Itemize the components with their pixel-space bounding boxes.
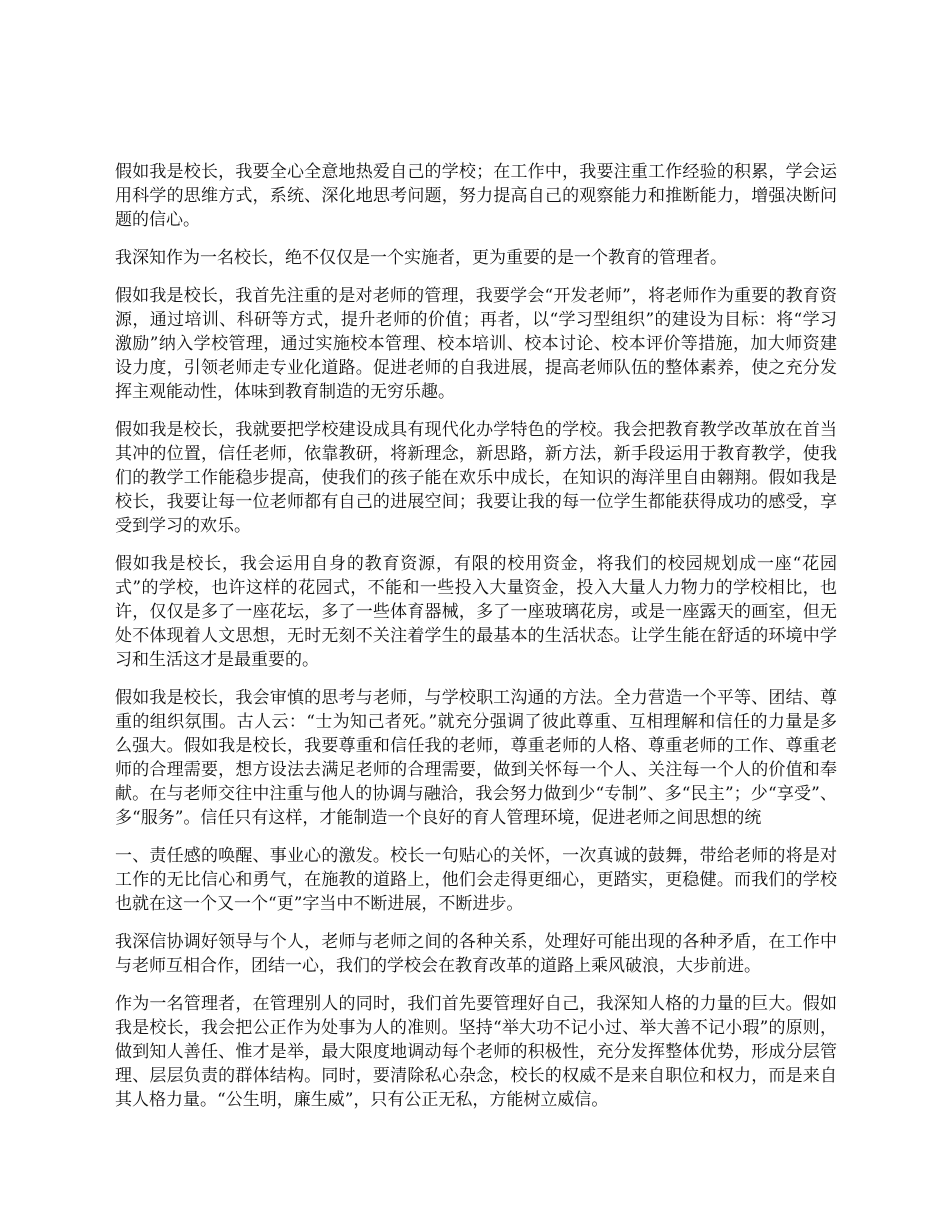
paragraph-6: 假如我是校长，我会审慎的思考与老师，与学校职工沟通的方法。全力营造一个平等、团结、尊重的组织氛围。古人云：“士为知己者死。”就充分强调了彼此尊重、互相理解和信任的力量是多么强大。假如我是校长，我要尊重和信任我的老师，尊重老师的人格、尊重老师的工作、尊重老师的合理需要，想方设法去满足老师的合理需要，做到关怀每一个人、关注每一个人的价值和奉献。在与老师交往中注重与他人的协调与融洽，我会努力做到少“专制”、多“民主”；少“享受”、多“服务”。信任只有这样，才能制造一个良好的育人管理环境，促进老师之间思想的统 <box>115 688 837 828</box>
paragraph-4: 假如我是校长，我就要把学校建设成具有现代化办学特色的学校。我会把教育教学改革放在首当其冲的位置，信任老师，依靠教研，将新理念，新思路，新方法，新手段运用于教育教学，使我们的教学工作能稳步提高，使我们的孩子能在欢乐中成长，在知识的海洋里自由翱翔。假如我是校长，我要让每一位老师都有自己的进展空间；我要让我的每一位学生都能获得成功的感受，享受到学习的欢乐。 <box>115 420 837 536</box>
paragraph-2: 我深知作为一名校长，绝不仅仅是一个实施者，更为重要的是一个教育的管理者。 <box>115 248 727 268</box>
paragraph-3: 假如我是校长，我首先注重的是对老师的管理，我要学会“开发老师”，将老师作为重要的教育资源，通过培训、科研等方式，提升老师的价值；再者，以“学习型组织”的建设为目标：将“学习 激励”纳入学校管理，通过实施校本管理、校本培训、校本讨论、校本评价等措施，加大师资建设力度，引领老师走专业化道路。促进老师的自我进展，提高老师队伍的整体素养，使之充分发挥主观能动性，体味到教育制造的无穷乐趣。 <box>115 286 837 402</box>
document-body <box>115 160 837 1126</box>
paragraph-1: 假如我是校长，我要全心全意地热爱自己的学校；在工作中，我要注重工作经验的积累，学会运用科学的思维方式，系统、深化地思考问题，努力提高自己的观察能力和推断能力，增强决断问题的信心。 <box>115 162 837 230</box>
paragraph-7: 一、责任感的唤醒、事业心的激发。校长一句贴心的关怀，一次真诚的鼓舞，带给老师的将是对工作的无比信心和勇气，在施教的道路上，他们会走得更细心，更踏实，更稳健。而我们的学校也就在这一个又一个“更”字当中不断进展，不断进步。 <box>115 846 837 914</box>
paragraph-8: 我深信协调好领导与个人，老师与老师之间的各种关系，处理好可能出现的各种矛盾，在工作中与老师互相合作，团结一心，我们的学校会在教育改革的道路上乘风破浪，大步前进。 <box>115 932 837 976</box>
paragraph-5: 假如我是校长，我会运用自身的教育资源，有限的校用资金，将我们的校园规划成一座“花园式”的学校，也许这样的花园式，不能和一些投入大量资金，投入大量人力物力的学校相比，也许，仅仅是多了一座花坛，多了一些体育器械，多了一座玻璃花房，或是一座露天的画室，但无处不体现着人文思想，无时无刻不关注着学生的最基本的生活状态。让学生能在舒适的环境中学习和生活这才是最重要的。 <box>115 554 837 670</box>
paragraph-9: 作为一名管理者，在管理别人的同时，我们首先要管理好自己，我深知人格的力量的巨大。假如我是校长，我会把公正作为处事为人的准则。坚持“举大功不记小过、举大善不记小瑕”的原则，做到知人善任、惟才是举，最大限度地调动每个老师的积极性，充分发挥整体优势，形成分层管理、层层负责的群体结构。同时，要清除私心杂念，校长的权威不是来自职位和权力，而是来自其人格力量。“公生明，廉生威”，只有公正无私，方能树立威信。 <box>115 994 837 1110</box>
